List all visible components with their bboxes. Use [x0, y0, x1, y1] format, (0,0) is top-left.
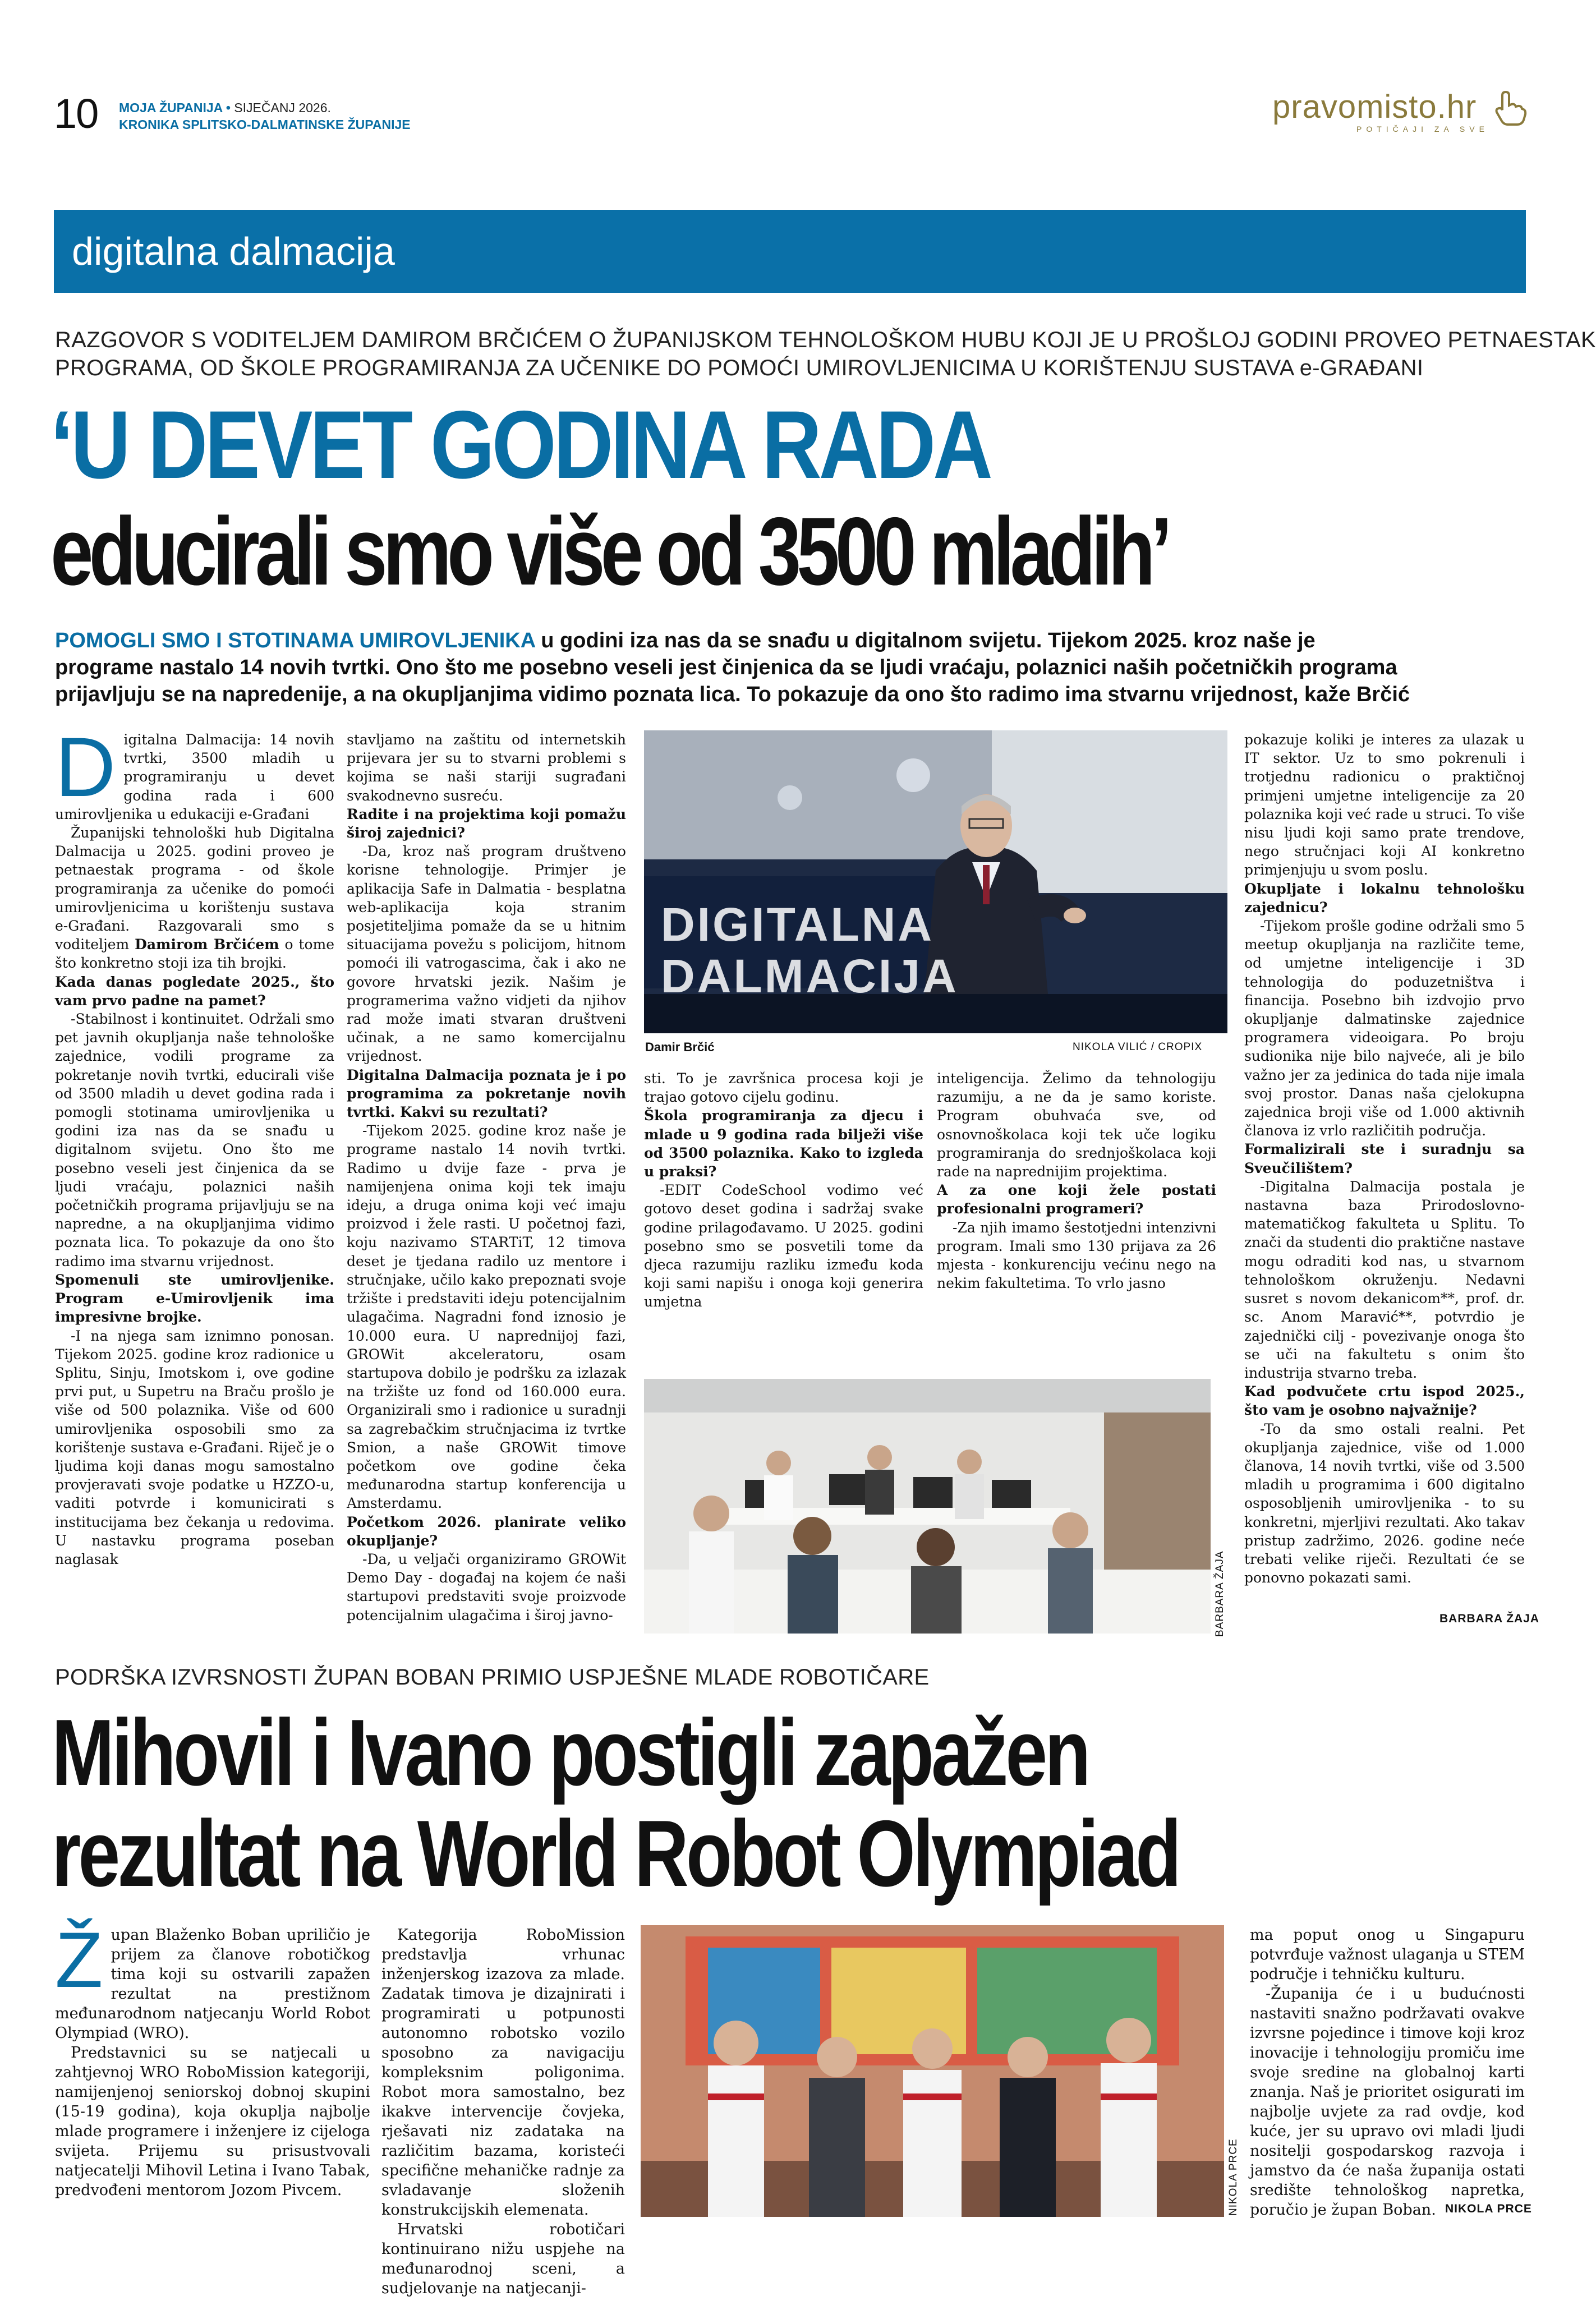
- group-photo-illustration: [641, 1925, 1224, 2217]
- answer-continued: pokazuje koliki je interes za ulazak u IT sektor. Uz to smo pokrenuli i trotjednu radionicu o praktičnoj primjeni umjetne inteligencije za 20 polaznika koji već rade u struci. To više nisu ljudi koji samo prate trendove, nego stručnjaci koji AI konkretno primjenjuju u svom poslu.: [1244, 731, 1525, 878]
- brand-tagline: POTIČAJI ZA SVE: [1356, 125, 1489, 134]
- paragraph: Kategorija RoboMission predstavlja vrhunac inženjerskog izazova za mlade. Zadatak timova je dizajnirati i programirati u potpunosti autonomno robotsko vozilo sposobno za navigaciju kompleksnim poligonima. Robot mora samostalno, bez ikakve intervencije čovjeka, rješavati niz zadataka na različitim bazama, koristeći specifične mehaničke radnje za svladavanje složenih konstrukcijskih elemenata.: [381, 1926, 625, 2219]
- section-banner: [54, 210, 1526, 293]
- question: Početkom 2026. planirate veliko okupljanje?: [347, 1513, 626, 1549]
- paragraph-text: o tome što konkretno stoji iza tih brojki.: [55, 936, 335, 972]
- question: Spomenuli ste umirovljenike. Program e-Umirovljenik ima impresivne brojke.: [55, 1271, 334, 1326]
- question: Formalizirali ste i suradnju sa Sveučilištem?: [1244, 1141, 1525, 1176]
- article1-headline-bottom: educirali smo više od 3500 mladih’: [50, 498, 1168, 605]
- photo3-credit: NIKOLA PRCE: [1227, 2138, 1239, 2216]
- question: A za one koji žele postati profesionalni programeri?: [937, 1182, 1216, 1217]
- header-date: SIJEČANJ 2026.: [234, 100, 331, 115]
- lead-line1-rest: u godini iza nas da se snađu u digitalnom svijetu. Tijekom 2025. kroz naše je: [535, 629, 1316, 652]
- drop-cap: Ž: [55, 1916, 103, 2004]
- answer-continued: inteligencija. Želimo da tehnologiju razumiju, a ne da je samo koriste. Program obuhvaća sve, od osnovnoškolaca koji tek uče logiku programiranja do srednjoškolaca koji rade na naprednijim projektima.: [937, 1070, 1216, 1180]
- answer: -To da smo ostali realni. Pet okupljanja zajednice, više od 1.000 članova, 14 novih tvrtki, više od 3.500 mladih u programima i 600 digitalno osposobljenih umirovljenika - to su konkretni, mjerljivi rezultati. Ako takav pristup zadržimo, 2026. godine neće trebati velike riječi. Rezultati će se ponovno pokazati sami.: [1244, 1420, 1525, 1586]
- question: Škola programiranja za djecu i mlade u 9 godina rada bilježi više od 3500 polaznika. Kako to izgleda u praksi?: [644, 1107, 923, 1180]
- question: Kad podvučete crtu ispod 2025., što vam je osobno najvažnije?: [1244, 1383, 1525, 1419]
- question: Okupljate i lokalnu tehnološku zajednicu?: [1244, 880, 1525, 915]
- photo-damir-brcic: [644, 730, 1227, 1033]
- page-number: 10: [54, 90, 98, 137]
- lead-line-2: programe nastalo 14 novih tvrtki. Ono što me posebno veseli jest činjenica da se ljudi vraćaju, polaznici naših početničkih programa: [55, 656, 1397, 679]
- photo2-credit: BARBARA ŽAJA: [1214, 1550, 1226, 1637]
- section-name: MOJA ŽUPANIJA: [119, 100, 223, 115]
- drop-cap: D: [55, 720, 116, 814]
- paragraph-text: Županijski tehnološki hub Digitalna Dalmacija u 2025. godini proveo je petnaestak programa - od škole programiranja za učenike do pomoći umirovljenicima u korištenju sustava e-Građani. Razgovarali smo s voditeljem: [55, 825, 334, 953]
- header-section: [119, 100, 331, 116]
- banner-label: digitalna dalmacija: [72, 229, 395, 273]
- answer-continued: stavljamo na zaštitu od internetskih prijevara jer su to stvarni problemi s kojima se naši stariji sugrađani svakodnevno susreću.: [347, 731, 626, 804]
- brand-logo[interactable]: [1272, 90, 1530, 140]
- article1-column-4: [937, 1069, 1216, 1372]
- header-subtitle: KRONIKA SPLITSKO-DALMATINSKE ŽUPANIJE: [119, 117, 411, 132]
- lead-line-3: prijavljuju se na napredenije, a na okupljanjima vidimo poznata lica. To pokazuje da ono što radimo ima stvarnu vrijednost, kaže Brčić: [55, 683, 1410, 706]
- article1-column-5: [1244, 730, 1525, 1625]
- article1-kicker-line1: RAZGOVOR S VODITELJEM DAMIROM BRČIĆEM O ŽUPANIJSKOM TEHNOLOŠKOM HUBU KOJI JE U PROŠLOJ GODINI PROVEO PETNAESTAK: [55, 328, 1596, 352]
- answer: -I na njega sam iznimno ponosan. Tijekom 2025. godine kroz radionice u Splitu, Sinju, Imotskom i, ove godine prvi put, u Supetru na Braču prošlo je više od 500 polaznika. Više od 600 umirovljenika osposobili smo za korištenje sustava e-Građani. Riječ je o ljudima koji danas mogu samostalno provjeravati svoje podatke u HZZO-u, vaditi potvrde i komunicirati s institucijama bez čekanja u redovima. U nastavku programa poseban naglasak: [55, 1327, 334, 1567]
- brand-name: pravomisto.hr: [1272, 89, 1477, 125]
- classroom-illustration: [644, 1379, 1211, 1634]
- paragraph: Hrvatski robotičari kontinuirano nižu uspjehe na međunarodnoj sceni, a sudjelovanje na natjecanji-: [381, 2221, 625, 2297]
- answer: -EDIT CodeSchool vodimo već gotovo deset godina i sadržaj svake godine prilagođavamo. U 2025. godini posebno smo se posvetili tome da djeca razumiju razliku između koda koji sami napišu i onoga koji generira umjetna: [644, 1182, 923, 1310]
- question: Digitalna Dalmacija poznata je i po programima za pokretanje novih tvrtki. Kakvi su rezultati?: [347, 1066, 626, 1121]
- answer: -Tijekom prošle godine održali smo 5 meetup okupljanja na različite teme, od umjetne inteligencije i 3D tehnologija do poduzetništva i financija. Posebno bih izdvojio prvo okupljanje dalmatinske zajednice programera videoigara. Po broju sudionika nije bilo najveće, ali je bilo važno jer za jedinica do tada nije imala svoj prostor. Danas naša cjelokupna zajednica broji više od 1.000 aktivnih članova iz vrlo različitih područja.: [1244, 918, 1525, 1139]
- article1-headline-top: ‘U DEVET GODINA RADA: [50, 391, 990, 499]
- article1-column-3: [644, 1069, 923, 1372]
- article2-column-2: [381, 1925, 625, 2297]
- paragraph: -Županija će i u budućnosti nastaviti snažno podržavati ovakve izvrsne pojedince i timove koji kroz inovacije i tehnologiju promiču ime svoje sredine na globalnoj karti znanja. Naš je prioritet osigurati im najbolje uvjete za rad ovdje, kod kuće, jer su upravo ovi mladi ljudi nositelji gospodarskog razvoja i jamstvo da će naša županija ostati središte tehnološkog napretka, poručio je župan Boban.: [1250, 1985, 1525, 2219]
- intro-paragraph: upan Blaženko Boban upriličio je prijem za članove robotičkog tima koji su ostvarili zapažen rezultat na prestižnom međunarodnom natjecanju World Robot Olympiad (WRO).: [55, 1926, 370, 2042]
- answer: -Stabilnost i kontinuitet. Održali smo pet javnih okupljanja naše tehnološke zajednice, vodili programe za pokretanje novih tvrtki, educirali više od 3500 mladih u devet godina rada i pomogli stotinama umirovljenika u godini iza nas da se snađu u digitalnom svijetu. Ono što me posebno veseli jest činjenica da se ljudi vraćaju, polaznici naših početničkih programa prijavljuju se na napredne, a na okupljanjima vidimo poznata lica. To pokazuje da ono što radimo ima stvarnu vrijednost.: [55, 1011, 334, 1269]
- paragraph-continued: ma poput onog u Singapuru potvrđuje važnost ulaganja u STEM područje i tehničku kulturu.: [1250, 1926, 1525, 1983]
- article1-kicker-line2: PROGRAMA, OD ŠKOLE PROGRAMIRANJA ZA UČENIKE DO POMOĆI UMIROVLJENICIMA U KORIŠTENJU SUSTAVA e-GRAĐANI: [55, 356, 1424, 380]
- article2-headline-top: Mihovil i Ivano postigli zapažen: [52, 1700, 1088, 1805]
- lead-highlight: POMOGLI SMO I STOTINAMA UMIROVLJENIKA: [55, 629, 535, 652]
- answer: -Tijekom 2025. godine kroz naše je programe nastalo 14 novih tvrtki. Radimo u dvije faze - prva je namijenjena onima koji tek imaju ideju, a druga onima koji već imaju proizvod i žele rasti. U početnoj fazi, koju nazivamo STARTiT, 12 timova deset je tjedana radilo uz mentore i stručnjake, učilo kako prepoznati svoje tržište i predstaviti ideju potencijalnim ulagačima. Nagradni fond iznosio je 10.000 eura. U naprednijoj fazi, GROWit akceleratoru, osam startupova dobilo je podršku za izlazak na tržište uz fond od 160.000 eura. Organizirali smo i radionice u suradnji sa zagrebačkim stručnjacima iz tvrtke Smion, a naše GROWit timove početkom ove godine čeka međunarodna startup konferencija u Amsterdamu.: [347, 1122, 626, 1512]
- article1-byline: BARBARA ŽAJA: [1439, 1612, 1540, 1625]
- interviewee-name: Damirom Brčićem: [135, 936, 279, 953]
- intro-paragraph: igitalna Dalmacija: 14 novih tvrtki, 3500 mladih u programiranju u devet godina rada i 600 umirovljenika u edukaciji e-Građani: [55, 731, 334, 822]
- paragraph: Predstavnici su se natjecali u zahtjevnoj WRO RoboMission kategoriji, namijenjenoj seniorskoj dobnoj skupini (15-19 godina), koja okuplja najbolje mlade programere i inženjere iz cijeloga svijeta. Prijemu su prisustvovali natjecatelji Mihovil Letina i Ivano Tabak, predvođeni mentorom Jozom Pivcem.: [55, 2044, 370, 2199]
- answer-continued: sti. To je završnica procesa koji je trajao gotovo cijelu godinu.: [644, 1070, 923, 1106]
- article1-column-2: [347, 730, 626, 1634]
- photo-robotics-team: [641, 1925, 1224, 2217]
- article2-kicker: PODRŠKA IZVRSNOSTI ŽUPAN BOBAN PRIMIO USPJEŠNE MLADE ROBOTIČARE: [55, 1665, 930, 1690]
- photo1-caption: Damir Brčić: [645, 1040, 715, 1054]
- lead-line-1: [55, 627, 1530, 654]
- answer: -Da, u veljači organiziramo GROWit Demo Day - događaj na kojem će naši startupovi predstaviti svoje proizvode potencijalnim ulagačima i široj javno-: [347, 1550, 626, 1623]
- article2-byline: NIKOLA PRCE: [1445, 2202, 1532, 2215]
- paragraph: [55, 823, 334, 973]
- question: Kada danas pogledate 2025., što vam prvo padne na pamet?: [55, 973, 334, 1009]
- answer: -Za njih imamo šestotjedni intenzivni program. Imali smo 130 prijava za 26 mjesta - konkurenciju većinu nego na nekim fakultetima. To vrlo jasno: [937, 1219, 1216, 1292]
- photo1-credit: NIKOLA VILIĆ / CROPIX: [1073, 1041, 1203, 1053]
- answer: -Da, kroz naš program društveno korisne tehnologije. Primjer je aplikacija Safe in Dalmatia - besplatna web-aplikacija koja stranim posjetiteljima pomaže da se u hitnim situacijama povežu s policijom, hitnom pomoći ili vatrogascima, čak i ako ne govore hrvatski jezik. Našim je programerima važno vidjeti da njihov rad može imati stvaran društveni učinak, a ne samo komercijalnu vrijednost.: [347, 843, 626, 1065]
- article2-headline-bottom: rezultat na World Robot Olympiad: [52, 1801, 1179, 1906]
- article1-column-1: [55, 720, 335, 1634]
- article1-lead: [55, 627, 1530, 708]
- question: Radite i na projektima koji pomažu širој zajednici?: [347, 806, 626, 841]
- stage-sign-text: DIGITALNA DALMACIJA: [661, 898, 959, 1002]
- article2-column-3: [1250, 1925, 1525, 2239]
- header-bullet: •: [226, 100, 231, 115]
- photo-classroom: [644, 1379, 1211, 1634]
- hand-pointer-icon: [1494, 91, 1526, 126]
- answer: -Digitalna Dalmacija postala je nastavna baza Prirodoslovno-matematičkog fakulteta u Splitu. To znači da studenti dio praktične nastave mogu odraditi kod nas, u stvarnom tehnološkom okruženju. Nedavni susret s novom dekanicom**, prof. dr. sc. Anom Maravić**, potvrdio je zajednički cilj - povezivanje onoga što se uči na fakultetu s onim što industrija stvarno treba.: [1244, 1178, 1525, 1381]
- article2-column-1: [55, 1916, 370, 2262]
